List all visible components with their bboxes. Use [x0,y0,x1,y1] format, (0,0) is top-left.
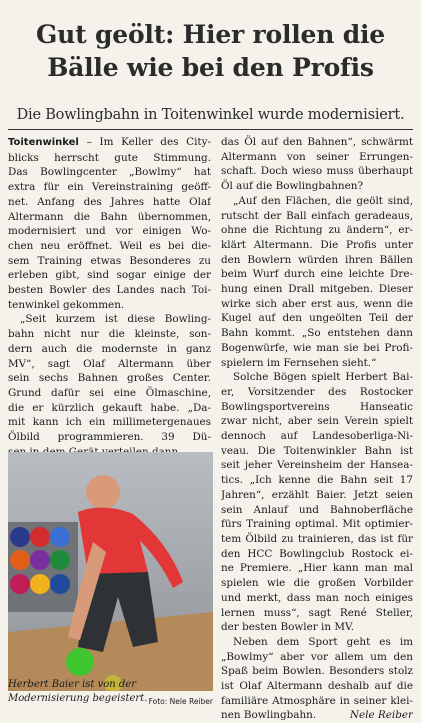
article-line: sein sechs Bahnen großes Center. [8,372,211,385]
photo-caption [8,678,213,709]
headline-line-1: Gut geölt: Hier rollen die [35,20,386,49]
article-column-1 [8,135,211,459]
article-line: den Bowlern würden ihren Bällen [221,253,413,266]
article-line: Jahren“, erzählt Baier. Jetzt seien [221,488,413,501]
bowler-illustration [8,452,213,691]
article-line: Solche Bögen spielt Herbert Bai- [233,371,413,384]
article-line: Grund dafür sei eine Ölmaschine, [8,386,211,399]
subheadline: Die Bowlingbahn in Toitenwinkel wurde modernisiert. [16,107,405,123]
article-line: „Bowlmy“ aber vor allem um den [221,650,413,663]
article-line: tics. „Ich kenne die Bahn seit 17 [221,474,413,487]
article-line: modernisiert und vor einigen Wo- [8,225,211,238]
article-line: Kugel auf den ungeölten Teil der [221,312,413,325]
article-line: erleben gibt, sind sogar einige der [8,269,211,282]
article-line: familiäre Atmosphäre in seiner klei- [221,694,413,707]
article-line: Spaß beim Bowlen. Besonders stolz [221,665,413,678]
article-line: nen Bowlingbahn. Nele Reiber [221,709,413,722]
bowling-photo [8,452,213,691]
article-line [8,135,211,151]
article-line: spielen wie die großen Vorbilder [221,577,413,590]
article-line: Altermann von seiner Errungen- [221,150,413,163]
dateline-location: Toitenwinkel [8,137,79,148]
article-line: besten Bowler des Landes nach Toi- [8,284,211,297]
article-line: extra für ein Vereinstraining geöff- [8,181,211,194]
article-line: seit jeher Vereinsheim der Hansea- [221,459,413,472]
article-line: beim Wurf durch eine leichte Dre- [221,268,413,281]
article-line: er, Vorsitzender des Rostocker [221,385,413,398]
article-line: zwar nicht, aber sein Verein spielt [221,415,413,428]
article-line: veau. Die Toitenwinkler Bahn ist [221,444,413,457]
article-line: dern auch die modernste in ganz [8,342,211,355]
article-line: MV“, sagt Olaf Altermann über [8,357,211,370]
article-line: und merkt, dass man noch einiges [221,591,413,604]
author-byline: Nele Reiber [349,709,413,722]
article-line: blicks herrscht gute Stimmung. [8,151,211,164]
caption-text: Herbert Baier ist von der Modernisierung begeistert. [8,679,148,704]
article-line: Das Bowlingcenter „Bowlmy“ hat [8,166,211,179]
article-line: rutscht der Ball einfach geradeaus, [221,209,413,222]
article-line: mit kann ich ein millimetergenaues [8,416,211,429]
article-line: spielern im Fernsehen sieht.“ [221,356,377,369]
article-line: Bogenwürfe, wie man sie bei Profi- [221,341,413,354]
article-line: Altermann die Bahn übernommen, [8,210,211,223]
headline-line-2: Bälle wie bei den Profis [47,53,374,82]
article-line: ist Olaf Altermann deshalb auf die [221,680,413,693]
article-line: tem Ölbild zu trainieren, das ist für [221,532,413,545]
article-line: Öl auf die Bowlingbahnen? [221,180,364,193]
article-column-2 [221,135,413,723]
article-line: „Auf den Flächen, die geölt sind, [233,194,413,207]
article-line: chen neu eröffnet. Weil es bei die- [8,239,211,252]
article-line: die er kürzlich gekauft habe. „Da- [8,401,211,414]
article-line: das Öl auf den Bahnen“, schwärmt [221,136,413,148]
article-line: fürs Training optimal. Mit optimier- [221,518,413,531]
article-line: net. Anfang des Jahres hatte Olaf [8,195,211,208]
article-line: Bahn kommt. „So entstehen dann [221,327,413,340]
article-line: sein Anlauf und Bahnoberfläche [221,503,413,516]
article-line: Ölbild programmieren. 39 Dü- [8,431,211,444]
article-line: ohne die Richtung zu ändern“, er- [221,224,413,237]
article-line: den HCC Bowlingclub Rostock ei- [221,547,413,560]
article-line: der besten Bowler in MV. [221,621,354,634]
article-line: Neben dem Sport geht es im [233,635,413,648]
article-line: bahn nicht nur die kleinste, son- [8,328,211,341]
article-line: schaft. Doch wieso muss überhaupt [221,165,413,178]
article-line: „Seit kurzem ist diese Bowling- [20,313,211,326]
headline [8,18,413,84]
article-line: ne Premiere. „Hier kann man mal [221,562,413,575]
article-line: hung einen Drall mitgeben. Dieser [221,283,413,296]
article-line: dennoch auf Landesoberliga-Ni- [221,430,413,443]
article-line: sem Training etwas Besonderes zu [8,254,211,267]
article-line-text: – Im Keller des City- [78,136,211,148]
article-line: Bowlingsportvereins Hanseatic [221,400,413,413]
article-line: tenwinkel gekommen. [8,298,125,311]
photo-credit: Foto: Nele Reiber [148,697,213,706]
article-line: klärt Altermann. Die Profis unter [221,238,413,251]
divider-rule [8,129,413,130]
article-line: wirke sich aber erst aus, wenn die [221,297,413,310]
article-line: lernen muss“, sagt René Steller, [221,606,413,619]
